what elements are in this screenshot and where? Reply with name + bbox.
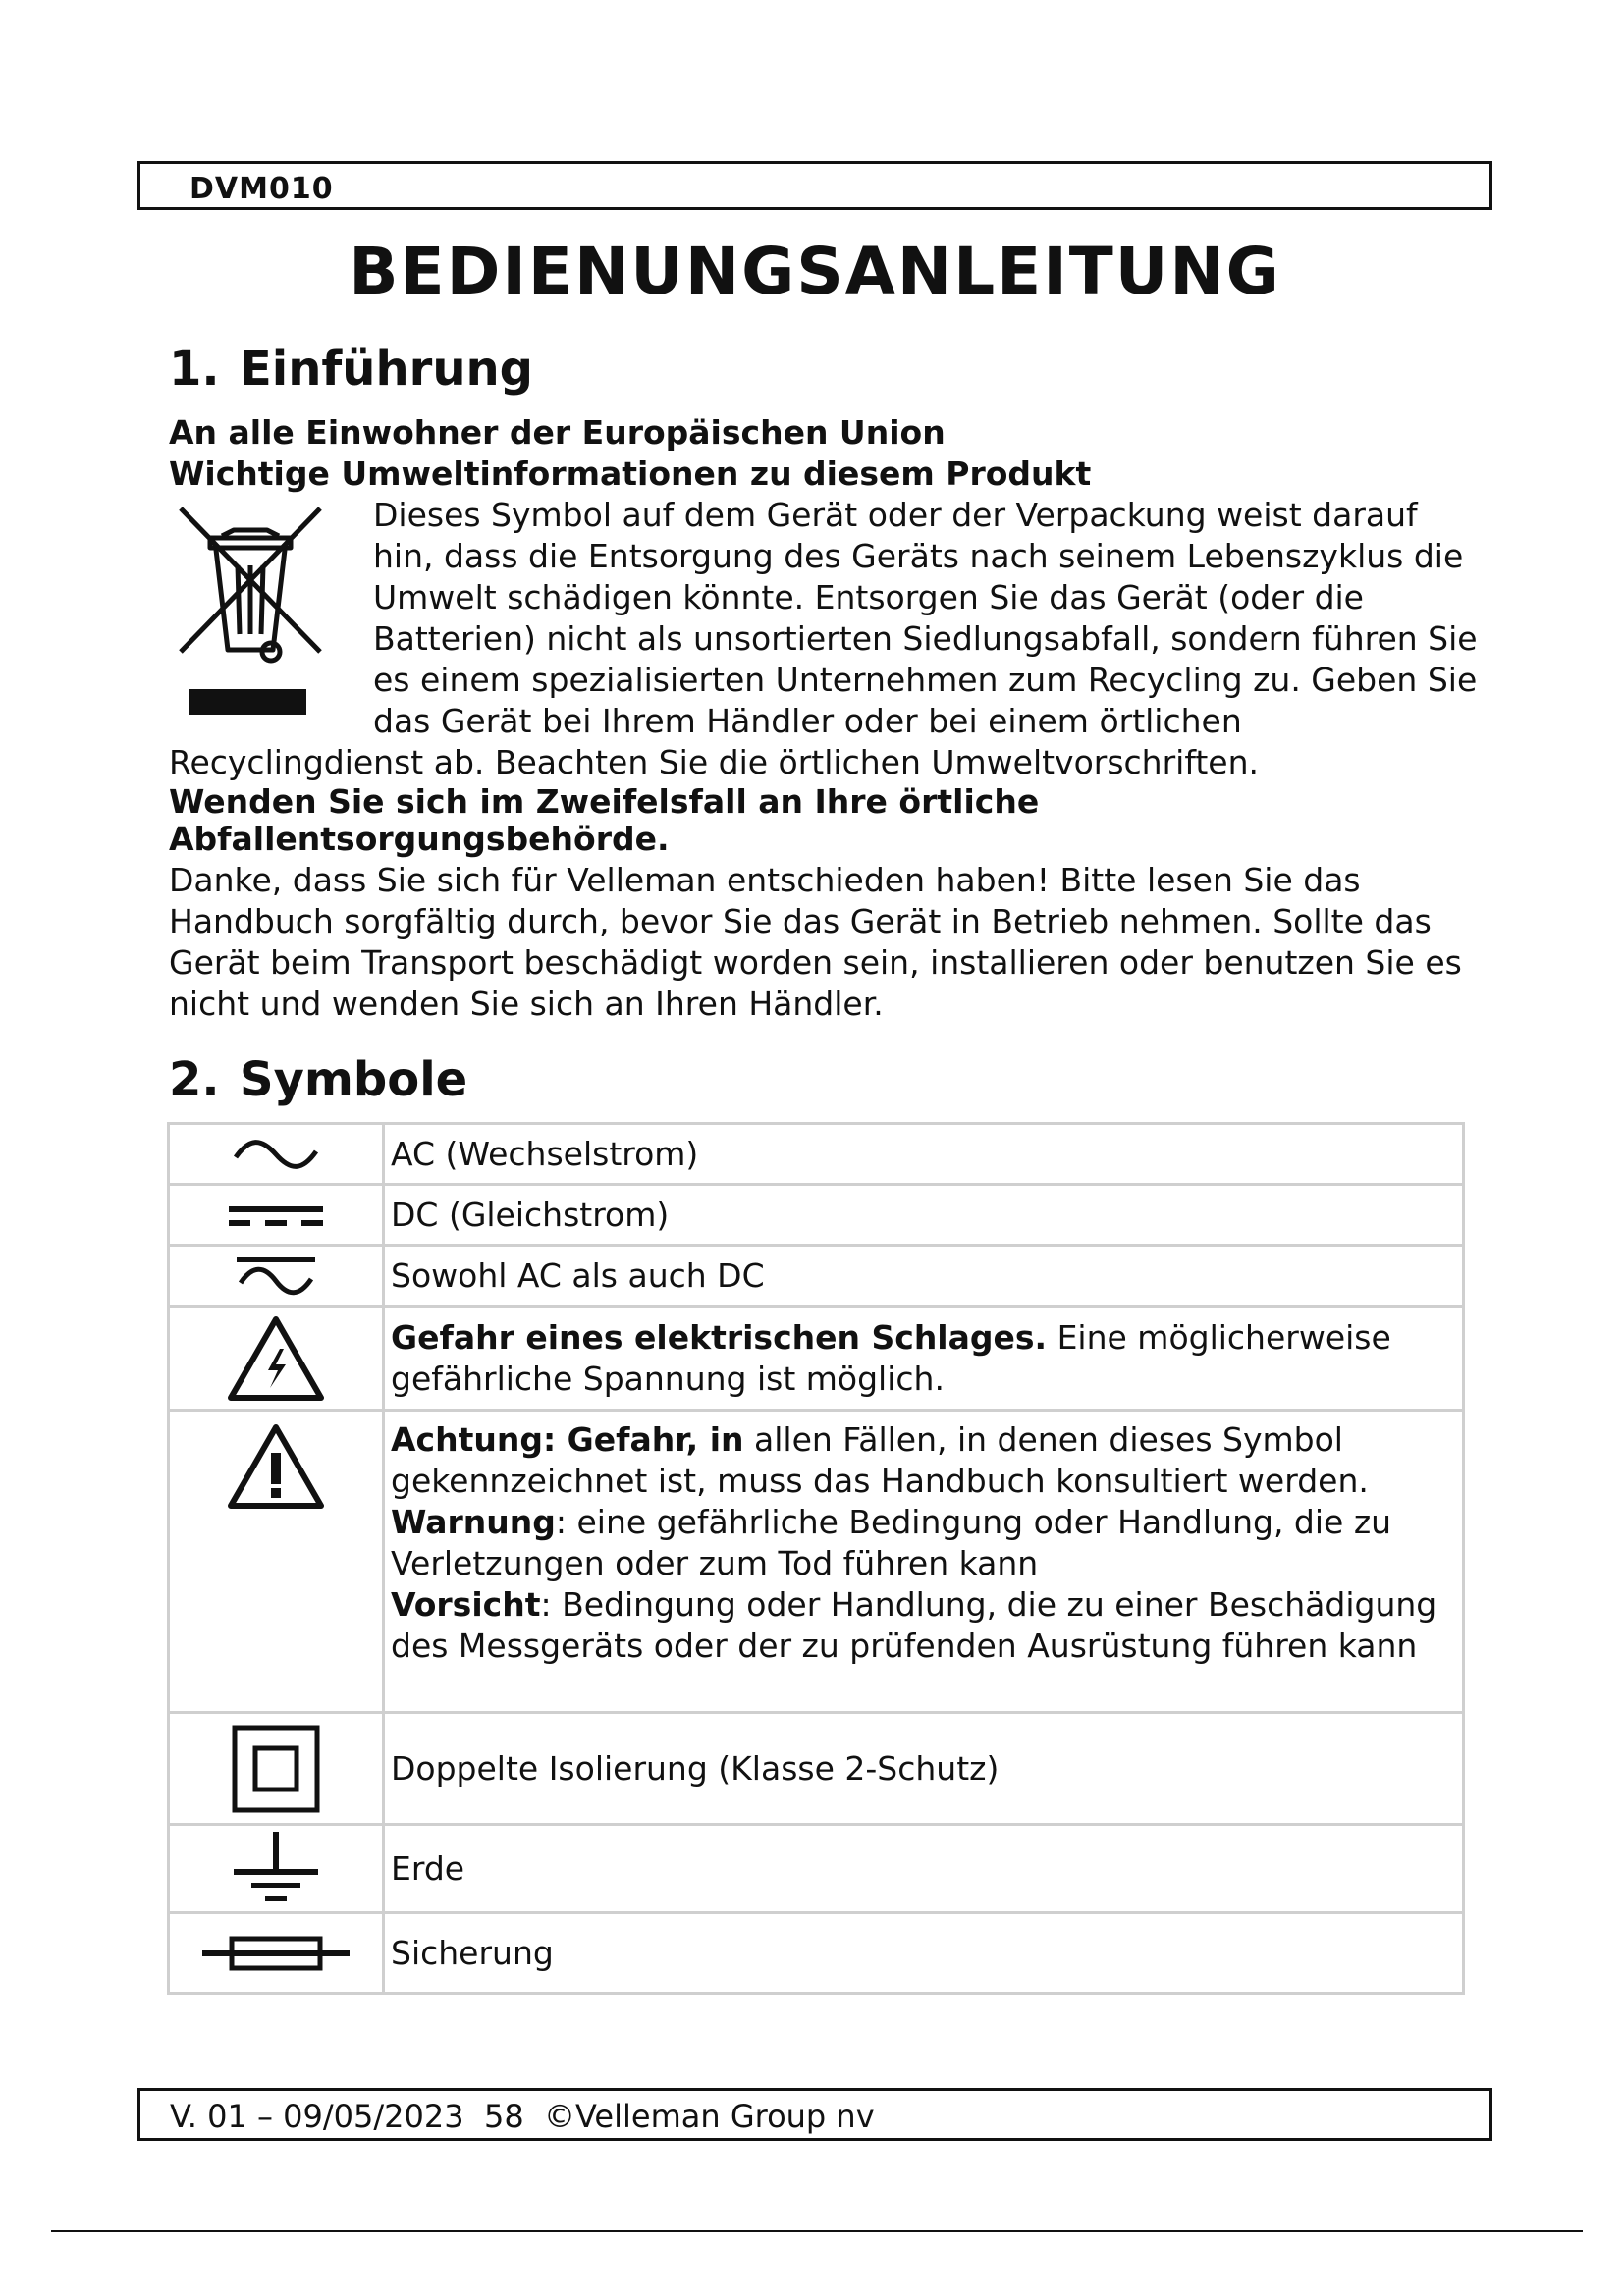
symbol-cell [169, 1825, 384, 1913]
symbol-description: Sowohl AC als auch DC [384, 1246, 1464, 1307]
shock-warning-text: Eine möglicherweise gefährliche Spannung ist möglich. [391, 1317, 1391, 1398]
disposal-notice: Wenden Sie sich im Zweifelsfall an Ihre örtliche Abfallentsorgungsbehörde. [169, 782, 1040, 858]
symbol-description: Doppelte Isolierung (Klasse 2-Schutz) [384, 1713, 1464, 1825]
symbol-description [384, 1307, 1464, 1411]
header-box [137, 161, 1492, 210]
table-row [169, 1825, 1464, 1913]
model-label: DVM010 [189, 172, 334, 206]
weee-paragraph-end: Recyclingdienst ab. Beachten Sie die örtlichen Umweltvorschriften. [169, 743, 1260, 781]
symbol-description: Sicherung [384, 1913, 1464, 1994]
ground-icon [234, 1832, 318, 1906]
table-row [169, 1713, 1464, 1825]
symbol-cell [169, 1246, 384, 1307]
crossed-out-wheelie-bin-icon [175, 505, 326, 717]
double-insulation-icon [232, 1725, 320, 1813]
careful-text: : Bedingung oder Handlung, die zu einer Beschädigung des Messgeräts oder der zu prüfenden Ausrüstung führen kann [391, 1585, 1437, 1665]
table-row [169, 1124, 1464, 1185]
dc-icon [229, 1201, 323, 1230]
caution-text: allen Fällen, in denen dieses Symbol gekennzeichnet ist, muss das Handbuch konsultiert werden. [391, 1420, 1369, 1500]
fuse-icon [202, 1934, 350, 1973]
table-row [169, 1307, 1464, 1411]
section1-heading [169, 340, 533, 399]
footer-text: V. 01 – 09/05/2023 58 ©Velleman Group nv [170, 2098, 875, 2135]
symbol-cell [169, 1124, 384, 1185]
warning-label: Warnung [391, 1503, 556, 1541]
careful-label: Vorsicht [391, 1585, 541, 1624]
ac-dc-icon [237, 1255, 315, 1297]
ac-sine-icon [232, 1140, 320, 1169]
caution-title: Achtung: Gefahr, in [391, 1420, 744, 1459]
table-row [169, 1185, 1464, 1246]
section1-number: 1. [169, 342, 220, 397]
section2-heading [169, 1050, 467, 1109]
symbol-description: DC (Gleichstrom) [384, 1185, 1464, 1246]
symbol-cell [169, 1411, 384, 1713]
weee-paragraph: Dieses Symbol auf dem Gerät oder der Verpackung weist darauf hin, dass die Entsorgung des Geräts nach seinem Lebenszyklus die Umwelt schädigen könnte. Entsorgen Sie das Gerät (oder die Batterien) nicht als unsortierten Siedlungsabfall, sondern führen Sie es einem spezialisierten Unternehmen zum Recycling zu. Geben Sie das Gerät bei Ihrem Händler oder bei einem örtlichen [373, 496, 1478, 740]
shock-warning-title: Gefahr eines elektrischen Schlages. [391, 1317, 1048, 1357]
table-row [169, 1913, 1464, 1994]
footer-box [137, 2088, 1492, 2141]
symbol-cell [169, 1185, 384, 1246]
symbol-description: AC (Wechselstrom) [384, 1124, 1464, 1185]
section1-title: Einführung [240, 342, 534, 397]
warning-icon [225, 1421, 327, 1512]
section2-title: Symbole [240, 1052, 468, 1107]
symbol-description [384, 1411, 1464, 1713]
eu-subheading: An alle Einwohner der Europäischen Union [169, 413, 946, 452]
page-divider [51, 2230, 1583, 2232]
document-title: BEDIENUNGSANLEITUNG [349, 234, 1281, 309]
symbol-cell [169, 1913, 384, 1994]
thanks-paragraph: Danke, dass Sie sich für Velleman entschieden haben! Bitte lesen Sie das Handbuch sorgfältig durch, bevor Sie das Gerät in Betrieb nehmen. Sollte das Gerät beim Transport beschädigt worden sein, installieren oder benutzen Sie es nicht und wenden Sie sich an Ihren Händler. [169, 861, 1462, 1023]
table-row [169, 1411, 1464, 1713]
shock-hazard-icon [225, 1313, 327, 1404]
env-subheading: Wichtige Umweltinformationen zu diesem Produkt [169, 454, 1092, 493]
section2-number: 2. [169, 1052, 220, 1107]
symbol-cell [169, 1307, 384, 1411]
symbols-table [167, 1122, 1465, 1995]
symbol-description: Erde [384, 1825, 1464, 1913]
table-row [169, 1246, 1464, 1307]
warning-text: : eine gefährliche Bedingung oder Handlung, die zu Verletzungen oder zum Tod führen kann [391, 1503, 1392, 1582]
symbol-cell [169, 1713, 384, 1825]
